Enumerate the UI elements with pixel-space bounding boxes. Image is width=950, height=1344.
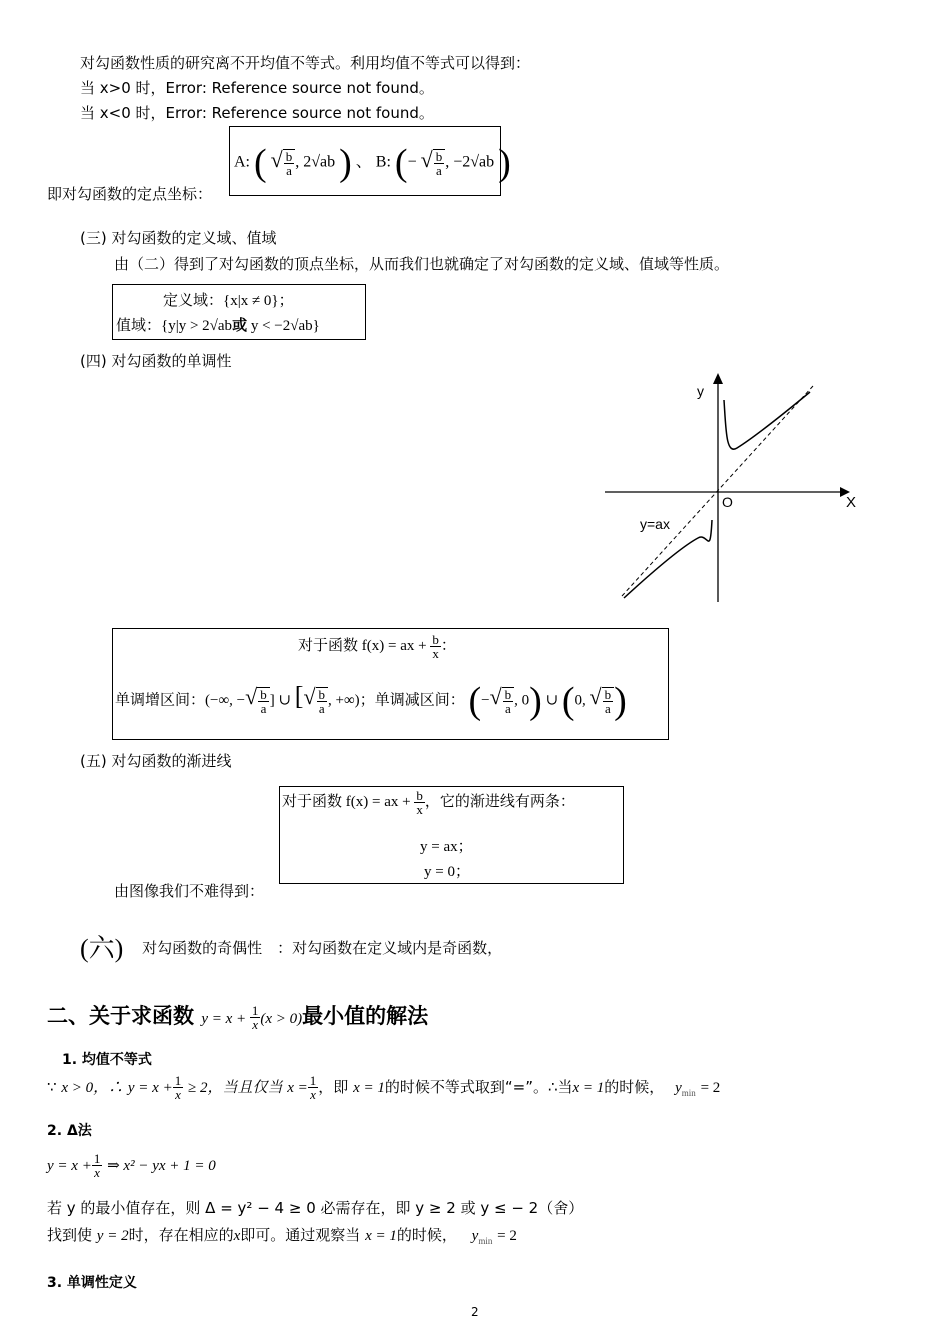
- hyperbola-graph: [600, 370, 860, 610]
- point-a-label: A:: [234, 153, 250, 171]
- paragraph-x-negative: 当 x<0 时，Error: Reference source not found。: [80, 104, 434, 122]
- vertex-formula-box: A: ( √ $\frac{b}{a}$ , 2√ab ) 、 B: (− √ $\frac{b}{a}$ , −2√ab ): [229, 126, 501, 196]
- method-2-equation: y = x + $\frac{1}{x}$ ⇒ x² − yx + 1 = 0: [47, 1151, 216, 1180]
- heading-min-value: 二、关于求函数 y = x + $\frac{1}{x}$ (x > 0)最小值的解法: [47, 1002, 429, 1032]
- method-1-line: ∵ x > 0，∴ y = x + $\frac{1}{x}$ ≥ 2，当且仅当 x = $\frac{1}{x}$ ，即 x = 1的时候不等式取到“=”。∴当x = 1的时候， $y_{min} = 2$: [47, 1073, 721, 1102]
- section-6-text: 对勾函数的奇偶性 ：对勾函数在定义域内是奇函数，: [142, 939, 503, 957]
- asymptote-2: y = 0；: [424, 864, 470, 880]
- paragraph-x-positive: 当 x>0 时，Error: Reference source not found。: [80, 79, 434, 97]
- method-2-title: 2. Δ法: [47, 1123, 92, 1139]
- upper-branch: [724, 392, 810, 449]
- x-axis-label: X: [846, 494, 857, 511]
- asymptote-title: 对于函数 f(x) = ax + $\frac{b}{x}$ ，它的渐进线有两条：: [282, 788, 575, 817]
- section-6: [80, 928, 502, 965]
- point-a-y: 2√ab: [303, 153, 336, 171]
- domain-range-box: [112, 284, 366, 340]
- paragraph-intro: 对勾函数性质的研究离不开均值不等式。利用均值不等式可以得到：: [80, 54, 531, 72]
- from-graph-text: 由图像我们不难得到：: [114, 882, 265, 900]
- increasing-label: 单调增区间：: [115, 692, 206, 709]
- section-4-title: (四) 对勾函数的单调性: [80, 352, 232, 370]
- range-line: 值域：{y|y > 2√ab或 y < −2√ab}: [116, 318, 320, 334]
- domain-line: 定义域：{x|x ≠ 0}；: [163, 293, 294, 309]
- section-5-title: (五) 对勾函数的渐进线: [80, 752, 232, 770]
- monotonicity-intervals: 单调增区间：(−∞, −√ $\frac{b}{a}$ ] ∪ [√ $\frac{b}{a}$ , +∞)；单调减区间： (−√ $\frac{b}{a}$ , 0) ∪ (0, √ $\frac{b}{a}$ ): [115, 680, 627, 722]
- y-axis-arrow-icon: [713, 373, 723, 384]
- monotonicity-box: [112, 628, 669, 740]
- section-6-label: (六): [80, 934, 124, 963]
- point-b-label: B:: [375, 153, 391, 171]
- method-2-line-1: 若 y 的最小值存在，则 Δ = y² − 4 ≥ 0 必需存在，即 y ≥ 2 或 y ≤ − 2（舍）: [47, 1199, 584, 1217]
- vertex-label: 即对勾函数的定点坐标：: [47, 185, 213, 203]
- section-3-title: (三) 对勾函数的定义域、值域: [80, 229, 277, 247]
- page-number: 2: [471, 1305, 479, 1319]
- method-1-title: 1. 均值不等式: [62, 1052, 152, 1068]
- method-2-line-2: 找到使 y = 2时，存在相应的x即可。通过观察当 x = 1的时候， $y_{min} = 2$: [47, 1226, 517, 1246]
- point-b-y: −2√ab: [453, 153, 495, 171]
- method-3-title: 3. 单调性定义: [47, 1275, 137, 1291]
- asymptote-1: y = ax；: [420, 839, 473, 855]
- asymptote-label: y=ax: [640, 516, 670, 532]
- monotonicity-title: 对于函数 f(x) = ax + $\frac{b}{x}$ ：: [298, 632, 456, 661]
- asymptote-box: [279, 786, 624, 884]
- origin-label: O: [722, 494, 733, 510]
- section-3-text: 由（二）得到了对勾函数的顶点坐标，从而我们也就确定了对勾函数的定义域、值域等性质。: [114, 255, 730, 273]
- y-axis-label: y: [697, 383, 704, 399]
- decreasing-label: ；单调减区间：: [359, 692, 465, 709]
